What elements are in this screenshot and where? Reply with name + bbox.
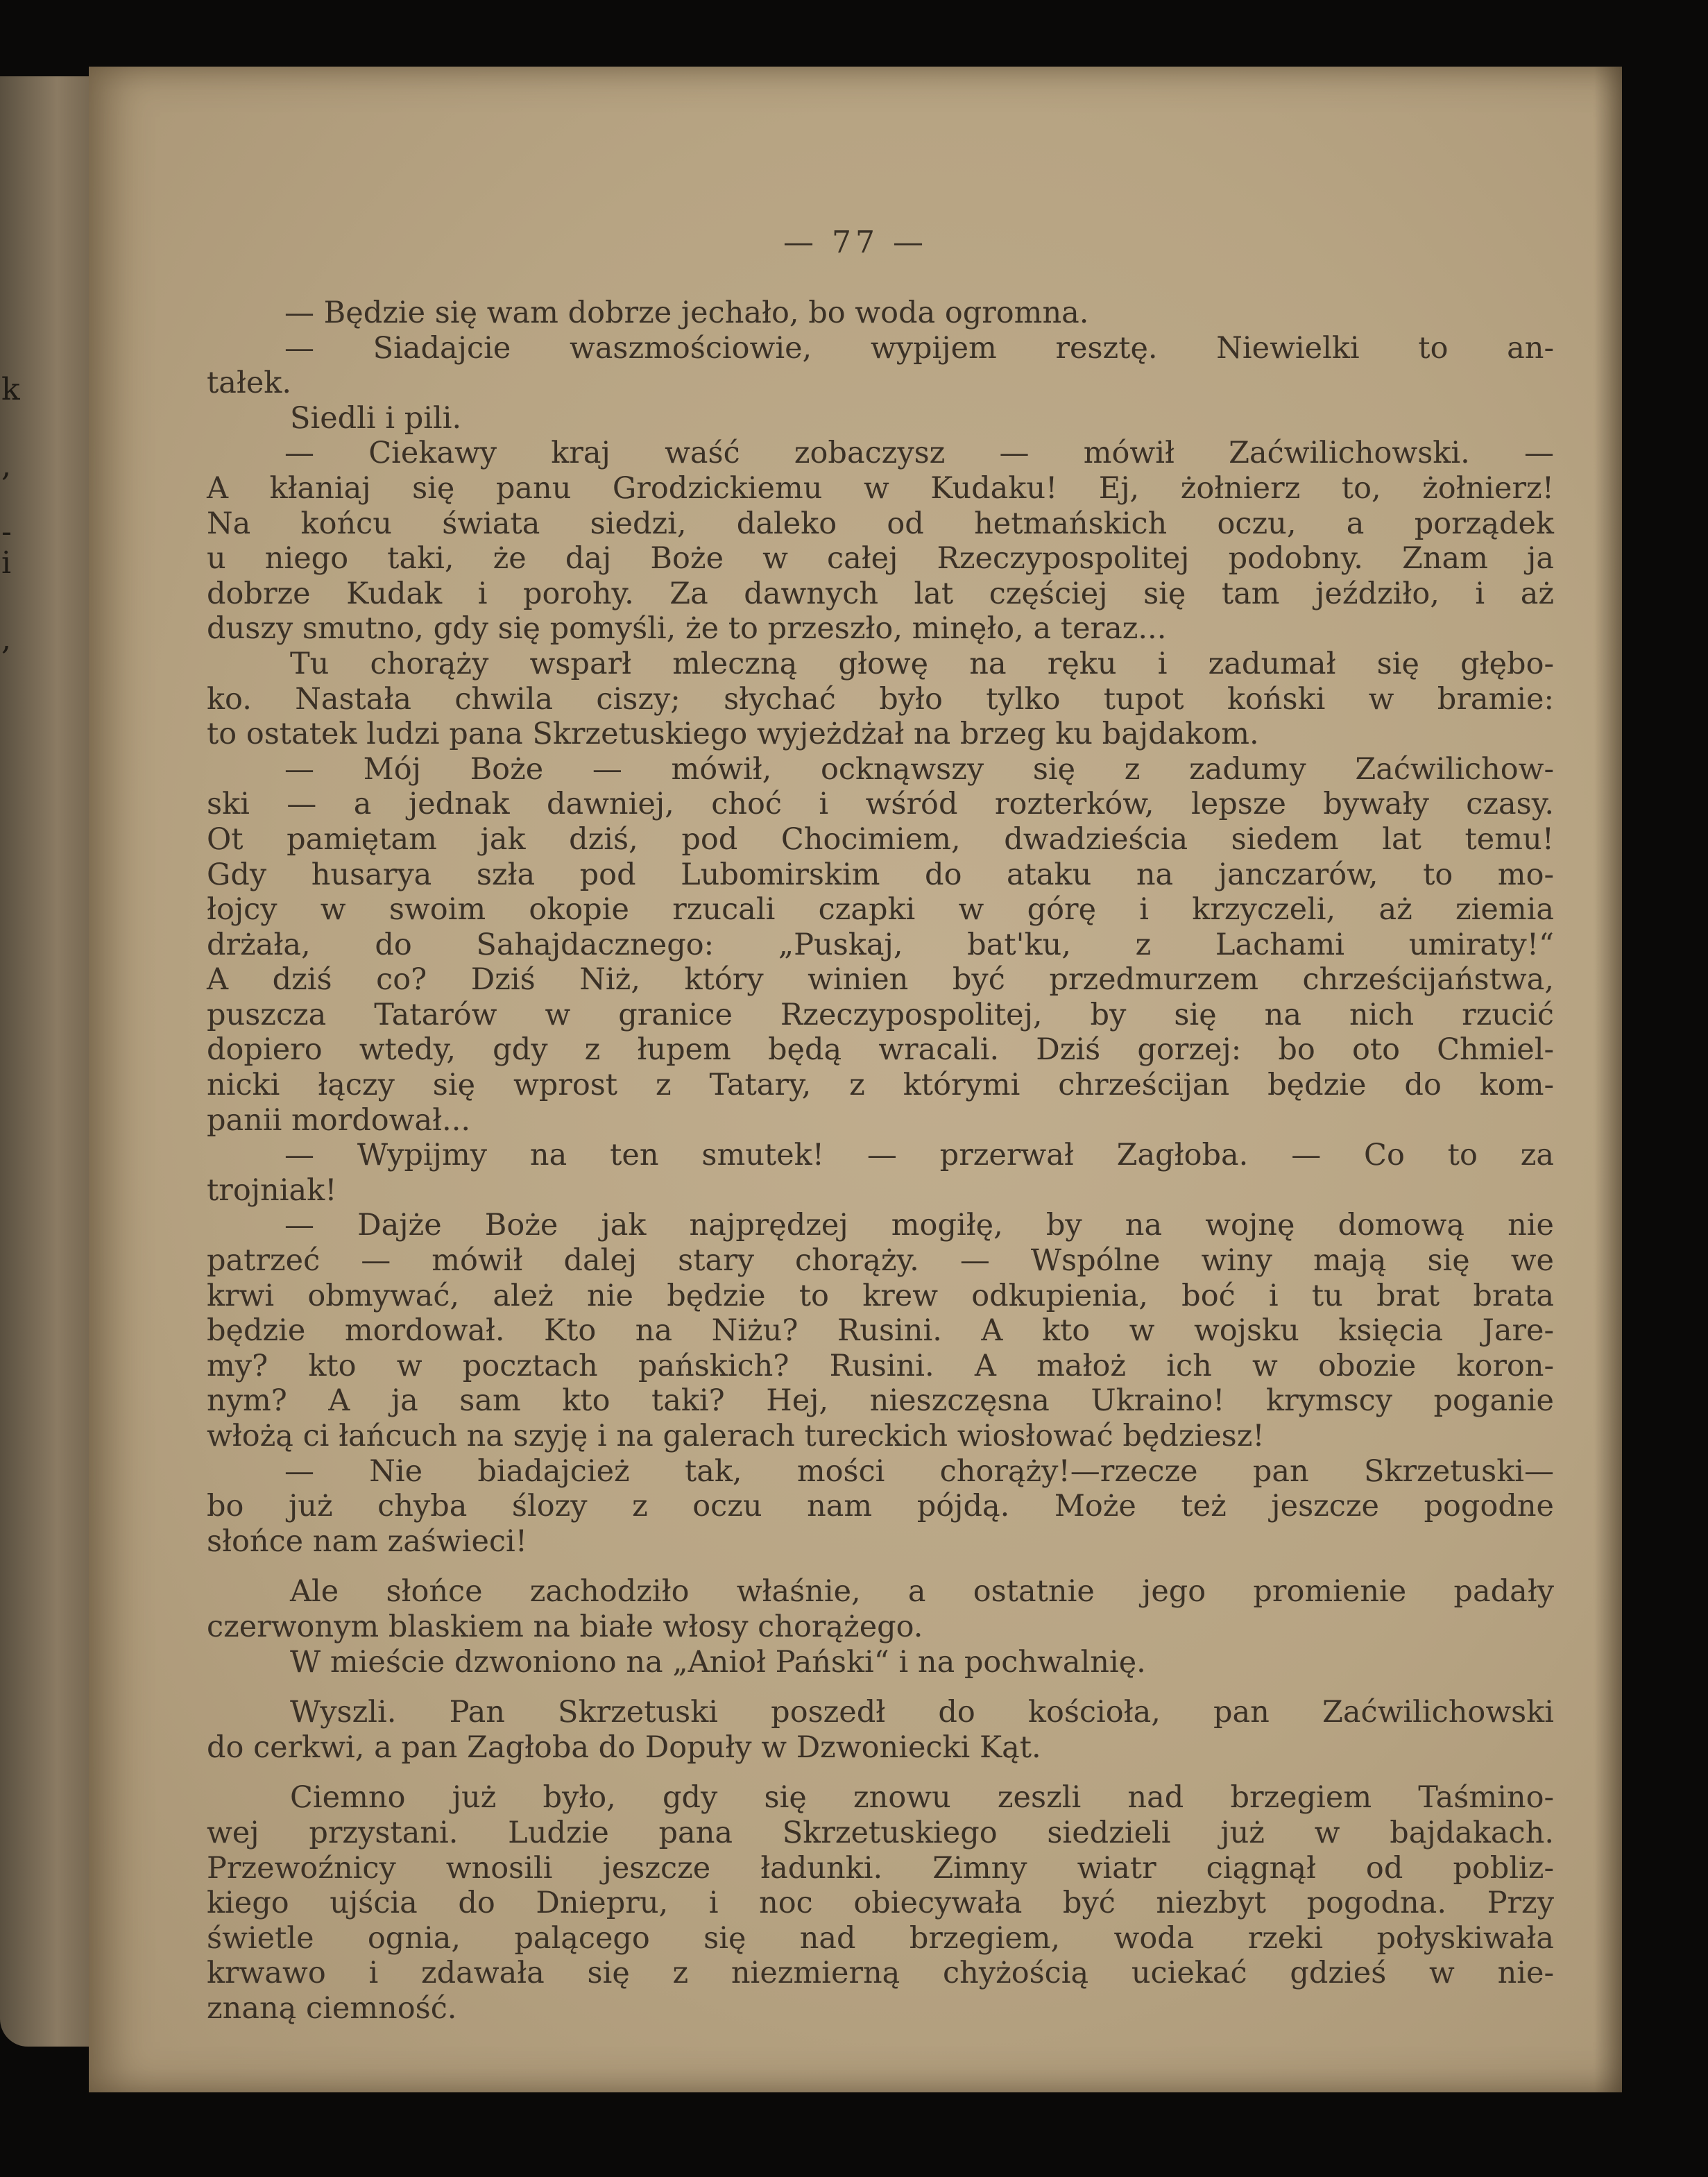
paragraph-gap	[207, 1765, 1554, 1780]
text-line: Tu chorąży wsparł mleczną głowę na ręku i zadumał się głębo-	[290, 646, 1554, 681]
text-line: — Dajże Boże jak najprędzej mogiłę, by na wojnę domową nie	[284, 1208, 1554, 1243]
text-line: — Wypijmy na ten smutek! — przerwał Zagłoba. — Co to za	[284, 1138, 1554, 1173]
text-line: kiego ujścia do Dniepru, i noc obiecywała być niezbyt pogodna. Przy	[207, 1886, 1554, 1921]
text-line: to ostatek ludzi pana Skrzetuskiego wyjeżdżał na brzeg ku bajdakom.	[207, 717, 1259, 752]
text-line: A dziś co? Dziś Niż, który winien być przedmurzem chrześcijaństwa,	[207, 962, 1554, 998]
text-line: Gdy husarya szła pod Lubomirskim do ataku na janczarów, to mo-	[207, 857, 1554, 892]
text-line: patrzeć — mówił dalej stary chorąży. — Wspólne winy mają się we	[207, 1243, 1554, 1279]
text-line: — Siadajcie waszmościowie, wypijem resztę. Niewielki to an-	[284, 330, 1554, 366]
text-line: duszy smutno, gdy się pomyśli, że to przeszło, minęło, a teraz...	[207, 611, 1167, 647]
text-line: krwi obmywać, ależ nie będzie to krew odkupienia, boć i tu brat brata	[207, 1278, 1554, 1313]
text-line: bo już chyba ślozy z oczu nam pójdą. Może też jeszcze pogodne	[207, 1489, 1554, 1524]
prev-mark: -	[1, 514, 12, 549]
text-line: Ot pamiętam jak dziś, pod Chocimiem, dwadzieścia siedem lat temu!	[207, 821, 1554, 857]
text-line: — Mój Boże — mówił, ocknąwszy się z zadumy Zaćwilichow-	[284, 751, 1554, 787]
text-line: ko. Nastała chwila ciszy; słychać było tylko tupot koński w bramie:	[207, 681, 1554, 717]
text-line: Ale słońce zachodziło właśnie, a ostatnie jego promienie padały	[290, 1574, 1554, 1610]
text-line: puszcza Tatarów w granice Rzeczypospolitej, by się na nich rzucić	[207, 997, 1554, 1032]
text-line: — Nie biadajcież tak, mości chorąży!—rzecze pan Skrzetuski—	[284, 1453, 1554, 1489]
text-line: A kłaniaj się panu Grodzickiemu w Kudaku! Ej, żołnierz to, żołnierz!	[207, 470, 1554, 506]
text-line: będzie mordował. Kto na Niżu? Rusini. A kto w wojsku księcia Jare-	[207, 1313, 1554, 1349]
paragraph-gap	[207, 1680, 1554, 1695]
page-edge-shadow	[1594, 67, 1622, 2092]
text-line: świetle ognia, palącego się nad brzegiem, woda rzeki połyskiwała	[207, 1920, 1554, 1956]
text-line: dopiero wtedy, gdy z łupem będą wracali. Dziś gorzej: bo oto Chmiel-	[207, 1032, 1554, 1068]
text-line: tałek.	[207, 366, 292, 401]
prev-mark: ,	[1, 622, 11, 657]
prev-mark: ,	[1, 448, 11, 484]
text-line: czerwonym blaskiem na białe włosy chorążego.	[207, 1609, 923, 1644]
text-line: łojcy w swoim okopie rzucali czapki w górę i krzyczeli, aż ziemia	[207, 892, 1554, 928]
text-line: Wyszli. Pan Skrzetuski poszedł do kościoła, pan Zaćwilichowski	[290, 1695, 1554, 1730]
paragraph-gap	[207, 1559, 1554, 1574]
text-line: — Będzie się wam dobrze jechało, bo woda ogromna.	[284, 296, 1089, 330]
book-page	[89, 67, 1622, 2092]
text-line: drżała, do Sahajdacznego: „Puskaj, bat'ku, z Lachami umiraty!“	[207, 927, 1554, 962]
text-line: włożą ci łańcuch na szyję i na galerach tureckich wiosłować będziesz!	[207, 1419, 1265, 1453]
text-line: panii mordował...	[207, 1102, 471, 1138]
text-line: Ciemno już było, gdy się znowu zeszli nad brzegiem Taśmino-	[290, 1780, 1554, 1816]
text-line: znaną ciemność.	[207, 1990, 457, 2026]
text-line: trojniak!	[207, 1172, 337, 1208]
text-line: my? kto w pocztach pańskich? Rusini. A małoż ich w obozie koron-	[207, 1348, 1554, 1383]
prev-mark: i	[1, 545, 12, 581]
text-line: Siedli i pili.	[290, 400, 462, 436]
text-line: — Ciekawy kraj waść zobaczysz — mówił Zaćwilichowski. —	[284, 436, 1554, 471]
text-line: nym? A ja sam kto taki? Hej, nieszczęsna Ukraino! krymscy poganie	[207, 1383, 1554, 1419]
page-body-text	[207, 296, 1554, 2026]
text-line: W mieście dzwoniono na „Anioł Pański“ i na pochwalnię.	[290, 1644, 1146, 1680]
text-line: do cerkwi, a pan Zagłoba do Dopuły w Dzwoniecki Kąt.	[207, 1730, 1041, 1765]
text-line: Przewoźnicy wnosili jeszcze ładunki. Zimny wiatr ciągnął od pobliz-	[207, 1850, 1554, 1886]
prev-mark: k	[1, 372, 20, 407]
page-number: — 77 —	[783, 225, 928, 260]
text-line: u niego taki, że daj Boże w całej Rzeczypospolitej podobny. Znam ja	[207, 541, 1554, 577]
text-line: Na końcu świata siedzi, daleko od hetmańskich oczu, a porządek	[207, 506, 1554, 541]
text-line: ski — a jednak dawniej, choć i wśród rozterków, lepsze bywały czasy.	[207, 787, 1554, 822]
text-line: słońce nam zaświeci!	[207, 1523, 528, 1559]
text-line: wej przystani. Ludzie pana Skrzetuskiego siedzieli już w bajdakach.	[207, 1815, 1554, 1850]
text-line: dobrze Kudak i porohy. Za dawnych lat częściej się tam jeździło, i aż	[207, 576, 1554, 611]
text-line: krwawo i zdawała się z niezmierną chyżością uciekać gdzieś w nie-	[207, 1956, 1554, 1991]
text-line: nicki łączy się wprost z Tatary, z którymi chrześcijan będzie do kom-	[207, 1068, 1554, 1103]
